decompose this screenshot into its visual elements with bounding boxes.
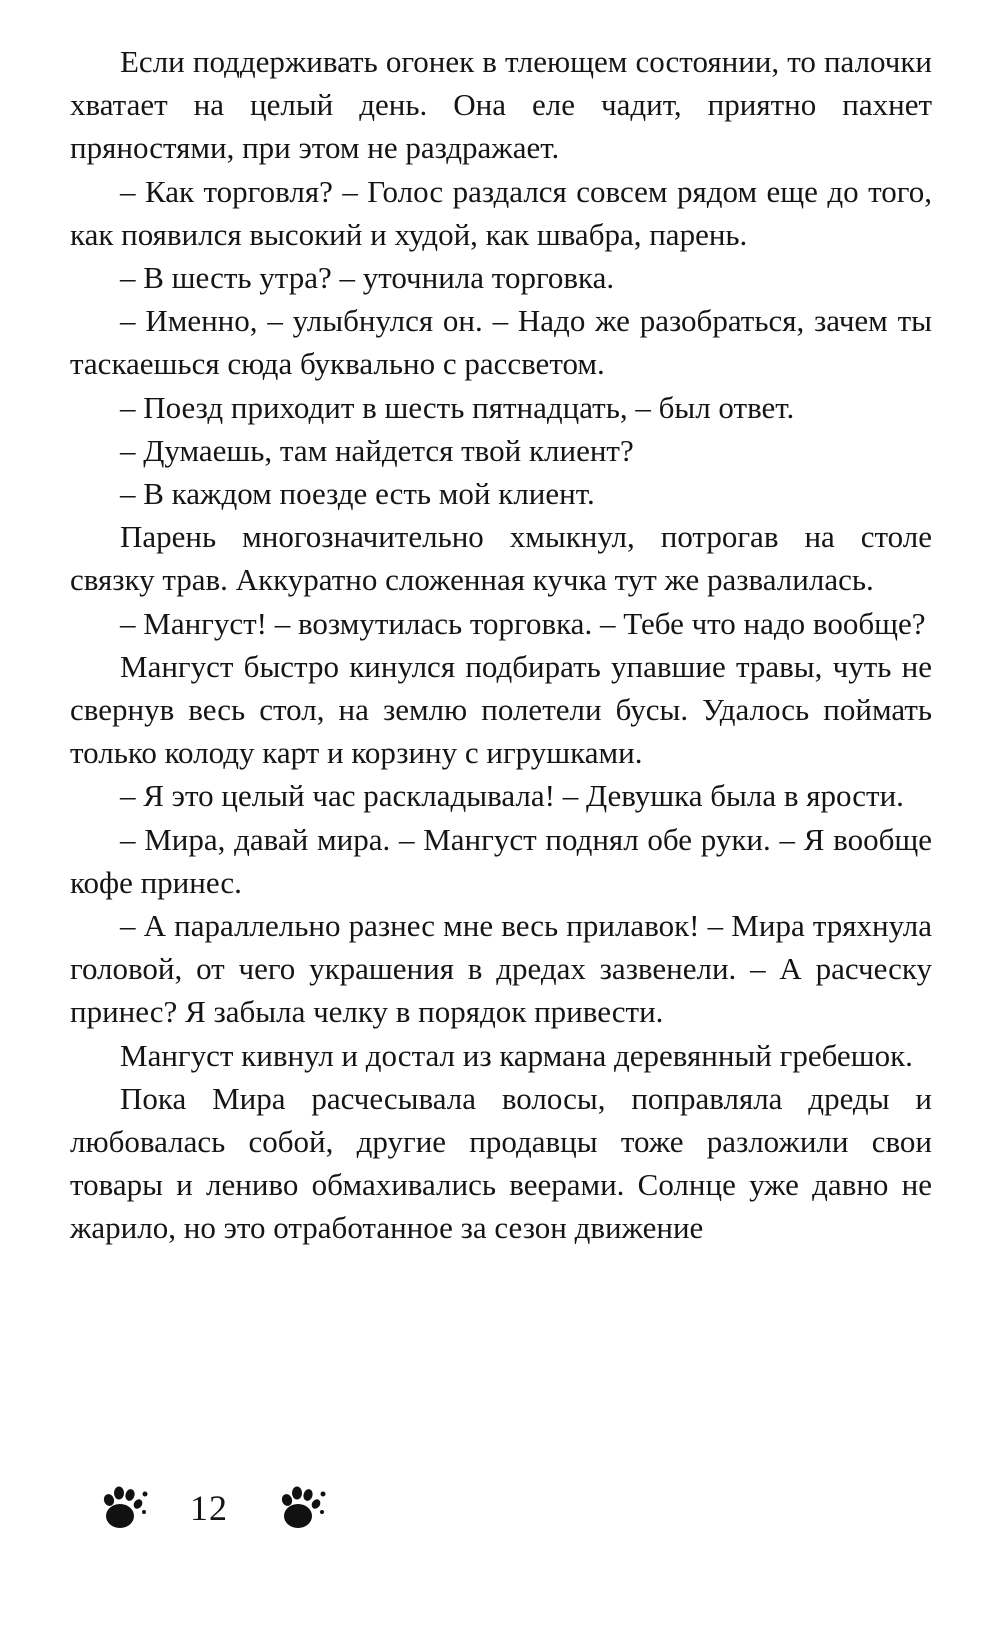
paw-print-icon: [278, 1482, 330, 1534]
paragraph-2: – Как торговля? – Голос раздался совсем рядом еще до того, как появился высокий и худой, как швабра, парень.: [70, 173, 932, 252]
paragraph-13: – А параллельно разнес мне весь прилавок! – Мира тряхнула головой, от чего украшения в дредах зазвенели. – А расческу принес? Я забыла челку в порядок привести.: [70, 908, 932, 1030]
paw-print-icon: [100, 1482, 152, 1534]
paragraph-10: Мангуст быстро кинулся подбирать упавшие травы, чуть не свернув весь стол, на землю полетели бусы. Удалось поймать только колоду карт и корзину с игрушками.: [70, 648, 932, 771]
paragraph-6: – Думаешь, там найдется твой клиент?: [120, 432, 634, 468]
body-text: [70, 40, 932, 1250]
paragraph-4: – Именно, – улыбнулся он. – Надо же разобраться, зачем ты таскаешься сюда буквально с рассветом.: [70, 303, 932, 382]
paragraph-8: Парень многозначительно хмыкнул, потрогав на столе связку трав. Аккуратно сложенная кучка тут же развалилась.: [70, 519, 932, 598]
paragraph-5: – Поезд приходит в шесть пятнадцать, – был ответ.: [120, 389, 795, 425]
paragraph-7: – В каждом поезде есть мой клиент.: [120, 476, 595, 512]
page-footer: [100, 1478, 330, 1538]
paragraph-11: – Я это целый час раскладывала! – Девушка была в ярости.: [120, 778, 904, 814]
page-number: 12: [190, 1488, 228, 1528]
paragraph-1: Если поддерживать огонек в тлеющем состоянии, то палочки хватает на целый день. Она еле чадит, приятно пахнет пряностями, при этом не раздражает.: [70, 44, 932, 166]
paragraph-15: Пока Мира расчесывала волосы, поправляла дреды и любовалась собой, другие продавцы тоже разложили свои товары и лениво обмахивались веерами. Солнце уже давно не жарило, но это отработанное за сезон движение: [70, 1080, 932, 1246]
paragraph-14: Мангуст кивнул и достал из кармана деревянный гребешок.: [120, 1037, 913, 1073]
paragraph-12: – Мира, давай мира. – Мангуст поднял обе руки. – Я вообще кофе принес.: [70, 821, 932, 900]
paragraph-3: – В шесть утра? – уточнила торговка.: [120, 260, 615, 296]
paragraph-9: – Мангуст! – возмутилась торговка. – Тебе что надо вообще?: [120, 605, 926, 641]
